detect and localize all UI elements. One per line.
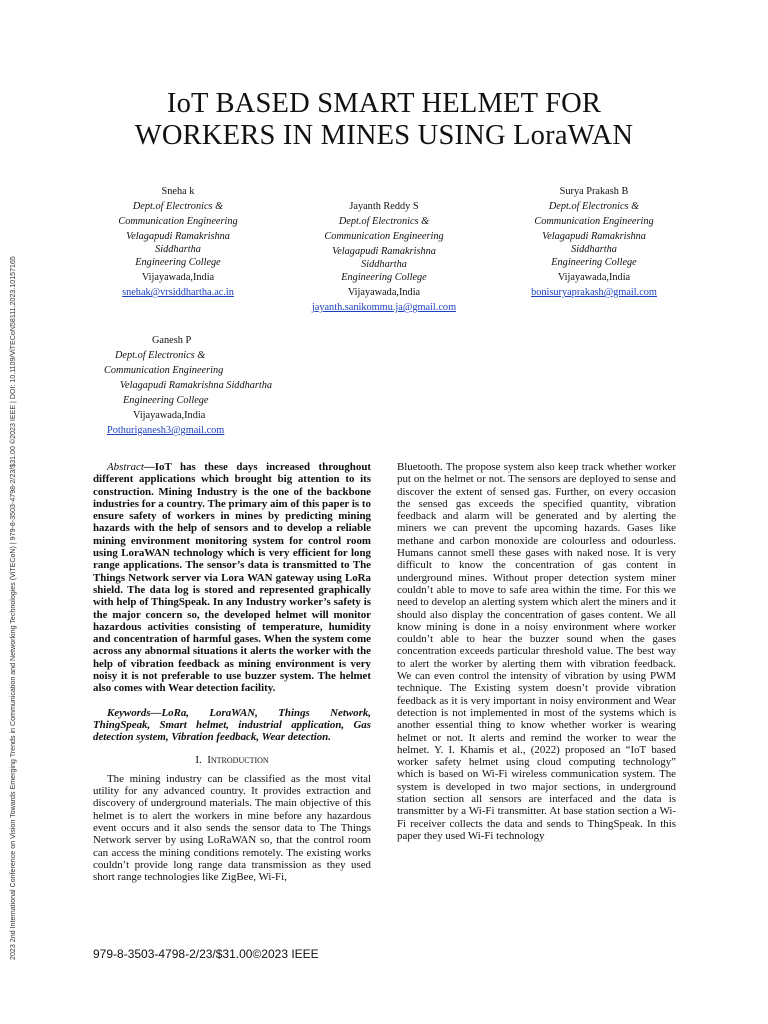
author-dept: Dept.of Electronics & xyxy=(338,216,430,227)
author-name: Ganesh P xyxy=(152,335,192,346)
author-city: Vijayawada,India xyxy=(133,410,206,421)
author-institution: Siddhartha xyxy=(571,244,617,255)
author-dept: Dept.of Electronics & xyxy=(132,201,224,212)
author-block-3 xyxy=(512,184,676,300)
section-title: Introduction xyxy=(207,753,269,766)
abstract-text: IoT has these days increased throughout different applications which brought big attention to its construction. Mining Industry is the one of the backbone industries for a country. The primary aim of this paper is to ensure safety of workers in mines by predicting mining hazards with the help of sensors and to develop a reliable mining environment monitoring system for control room using LoraWAN technology which is very efficient for long range applications. The sensor’s data is transmitted to The Things Network server via Lora WAN gateway using LoRa shield. The data log is stored and represented graphically with help of ThingSpeak. In any Industry worker’s safety is the major concern so, the developed helmet will monitor hazardous activities consisting of temperature, humidity and concentration of harmful gases. When the system come across any abnormal situations it alerts the worker with the help of vibration feedback as mining environment is very noisy it is not preferable to use buzzer system. The helmet also comes with Wear detection facility. xyxy=(93,461,371,695)
author-institution: Velagapudi Ramakrishna Siddhartha xyxy=(119,380,273,391)
author-email-link[interactable]: bonisuryaprakash@gmail.com xyxy=(531,287,657,298)
author-block-4 xyxy=(98,333,294,438)
author-email-link[interactable]: jayanth.sanikommu.ja@gmail.com xyxy=(311,302,457,313)
author-dept: Dept.of Electronics & xyxy=(548,201,640,212)
right-column-text: Bluetooth. The propose system also keep track whether worker put on the helmet or not. The sensors are deployed to sense and discover the extent of sensed gas. Further, on every occasion the sensed gas exceeds the specified quantity, vibration feedback and alarm will be generated and by alerting the miners we can prevent the upcoming hazards. Gases like methane and carbon monoxide are colourless and odourless. Humans cannot smell these gases with naked nose. It is very difficult to know the concentration of gas content in underground mines. Without proper detection system miner couldn’t able to move to safe area within the time. For this we need to develop an alerting system which alert the miners and it should also display the concentration of gases content. We all know mining is done in a noisy environment where worker couldn’t able to hear the buzzer sound when the gases concentration exceeds particular threshold value. The best way to alert the worker by alerting them with vibration feedback. We can even control the intensity of vibration by using PWM technique. The Existing system doesn’t provide vibration feedback as it is very important in noisy environment and Wear detection is not implemented in most of the systems which is another essential thing to know whether worker is wearing helmet or not. It alerts and remind the worker to wear the helmet. Y. I. Khamis et al., (2022) proposed an “IoT based worker safety helmet using cloud computing technology” which is based on Wi-Fi wireless communication system. The system is developed in two major sections, in underground station section all sensors are interfaced and the data is transmitter by a Wi-Fi transmitter. At base station section a Wi-Fi receiver collects the data and sends to ThingSpeak. In this paper they used Wi-Fi technology xyxy=(397,461,676,842)
author-institution: Velagapudi Ramakrishna xyxy=(542,231,646,242)
author-institution: Siddhartha xyxy=(361,259,407,270)
author-name: Jayanth Reddy S xyxy=(349,201,419,212)
author-dept: Communication Engineering xyxy=(118,216,238,227)
author-dept: Communication Engineering xyxy=(324,231,444,242)
author-block-1 xyxy=(98,184,258,300)
author-email-link[interactable]: snehak@vrsiddhartha.ac.in xyxy=(122,287,234,298)
author-dept: Communication Engineering xyxy=(534,216,654,227)
author-name: Surya Prakash B xyxy=(559,186,629,197)
author-institution: Velagapudi Ramakrishna xyxy=(126,231,230,242)
left-column xyxy=(93,461,371,884)
keywords-paragraph: Keywords—LoRa, LoraWAN, Things Network, ThingSpeak, Smart helmet, industrial application, Gas detection system, Vibration feedback, Wear detection. xyxy=(93,706,371,744)
title-line-2: WORKERS IN MINES USING LoraWAN xyxy=(134,120,634,151)
sidebar-citation-text: 2023 2nd International Conference on Vision Towards Emerging Trends in Communication and Networking Technologies (ViTECoN) | 979-8-3503-4798-2/23/$31.00 ©2023 IEEE | DOI: 10.1109/ViTECoN58111.2023.10157165 xyxy=(9,256,17,960)
author-block-2 xyxy=(298,199,470,315)
right-column xyxy=(397,461,676,842)
keywords-text: LoRa, LoraWAN, Things Network, ThingSpeak, Smart helmet, industrial application, Gas detection system, Vibration feedback, Wear detection. xyxy=(93,706,371,744)
sidebar-citation xyxy=(9,60,25,960)
author-dept: Dept.of Electronics & xyxy=(115,350,206,361)
section-heading-introduction xyxy=(93,754,371,766)
author-city: Vijayawada,India xyxy=(141,272,215,283)
footer-copyright: 979-8-3503-4798-2/23/$31.00©2023 IEEE xyxy=(93,947,319,961)
author-institution: Engineering College xyxy=(135,257,221,268)
author-institution: Siddhartha xyxy=(155,244,201,255)
abstract-label: Abstract xyxy=(107,461,144,473)
paper-title xyxy=(90,88,678,152)
author-name: Sneha k xyxy=(161,186,195,197)
author-city: Vijayawada,India xyxy=(347,287,421,298)
intro-paragraph-1: The mining industry can be classified as the most vital utility for any advanced country. It provides extraction and discovery of underground materials. The main objective of this helmet is to alert the workers in mine before any hazardous event occurs and it also sends the sensor data to The Things Network server by using LoRaWAN so, that the control room can access the mining conditions remotely. The existing works couldn’t provide long range data transmission as they used short range technologies like ZigBee, Wi-Fi, xyxy=(93,772,371,884)
keywords-label: Keywords xyxy=(107,706,151,719)
abstract-paragraph: Abstract—IoT has these days increased throughout different applications which brought big attention to its construction. Mining Industry is the one of the backbone industries for a country. The primary aim of this paper is to ensure safety of workers in mines by predicting mining hazards with the help of sensors and to develop a reliable mining environment monitoring system for control room using LoraWAN technology which is very efficient for long range applications. The sensor’s data is transmitted to The Things Network server via Lora WAN gateway using LoRa shield. The data log is stored and represented graphically with help of ThingSpeak. In any Industry worker’s safety is the major concern so, the developed helmet will monitor hazardous activities consisting of temperature, humidity and concentration of harmful gases. When the system come across any abnormal situations it alerts the worker with the help of vibration feedback as mining environment is very noisy it is not preferable to use buzzer system. The helmet also comes with Wear detection facility. xyxy=(93,461,371,695)
section-number: I. xyxy=(195,753,202,766)
author-institution: Engineering College xyxy=(551,257,637,268)
author-institution: Engineering College xyxy=(341,272,427,283)
author-institution: Velagapudi Ramakrishna xyxy=(332,246,436,257)
author-city: Vijayawada,India xyxy=(557,272,631,283)
author-institution: Engineering College xyxy=(123,395,209,406)
title-line-1: IoT BASED SMART HELMET FOR xyxy=(166,88,602,119)
author-dept: Communication Engineering xyxy=(104,365,224,376)
author-email-link[interactable]: Pothuriganesh3@gmail.com xyxy=(107,425,225,436)
